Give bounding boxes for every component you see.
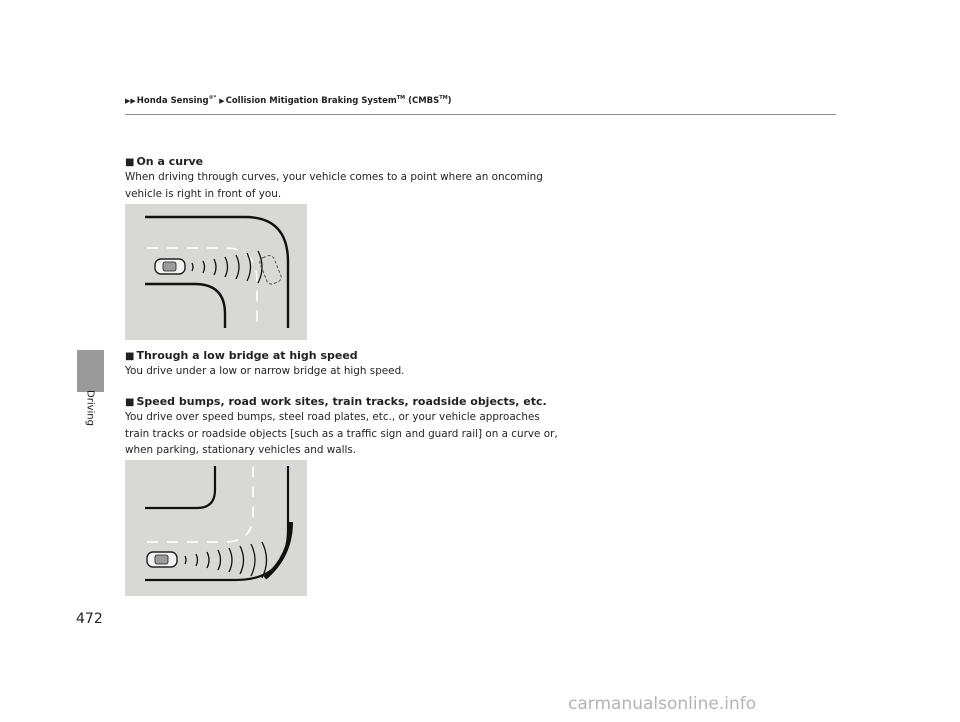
radar-waves-icon (185, 542, 267, 578)
section-heading-text: On a curve (136, 155, 204, 168)
section-heading-low-bridge (125, 349, 358, 362)
breadcrumb (125, 95, 452, 106)
chapter-tab-label: Driving (84, 390, 96, 426)
curve-guard-rail-illustration (125, 460, 307, 596)
curve-oncoming-vehicle-illustration (125, 204, 307, 340)
trademark-mark: TM (439, 95, 448, 101)
breadcrumb-item-honda-sensing[interactable]: Honda Sensing (136, 95, 209, 106)
chapter-tab-marker (77, 350, 104, 392)
illustration-svg (125, 460, 307, 596)
illustration-svg (125, 204, 307, 340)
car-icon (147, 552, 177, 567)
header-divider (125, 114, 836, 115)
section-heading-text: Speed bumps, road work sites, train tracks, roadside objects, etc. (136, 395, 547, 408)
section-heading-curve (125, 155, 203, 168)
breadcrumb-marks: ®* (208, 95, 217, 101)
breadcrumb-paren-open: (CMBS (405, 95, 440, 106)
page-number: 472 (76, 611, 103, 627)
car-icon (155, 259, 185, 274)
arrow-right-icon: ▶▶ (125, 96, 136, 105)
radar-waves-icon (192, 251, 262, 283)
arrow-right-icon: ▶ (219, 96, 225, 105)
breadcrumb-paren-close: ) (447, 95, 452, 106)
section-body-curve: When driving through curves, your vehicle comes to a point where an oncoming vehicle is right in front of you. (125, 171, 543, 200)
trademark-mark: TM (396, 95, 406, 101)
section-heading-speed-bumps (125, 395, 547, 408)
breadcrumb-item-cmbs[interactable]: Collision Mitigation Braking System (225, 95, 397, 106)
square-bullet-icon: ■ (125, 351, 135, 362)
square-bullet-icon: ■ (125, 397, 135, 408)
section-body-speed-bumps: You drive over speed bumps, steel road plates, etc., or your vehicle approaches train tracks or roadside objects [such as a traffic sign and guard rail] on a curve or, when parking, stationary vehicles and walls. (125, 411, 558, 456)
square-bullet-icon: ■ (125, 157, 135, 168)
section-heading-text: Through a low bridge at high speed (136, 349, 358, 362)
watermark: carmanualsonline.info (568, 694, 757, 714)
section-body-low-bridge: You drive under a low or narrow bridge at high speed. (125, 365, 405, 377)
